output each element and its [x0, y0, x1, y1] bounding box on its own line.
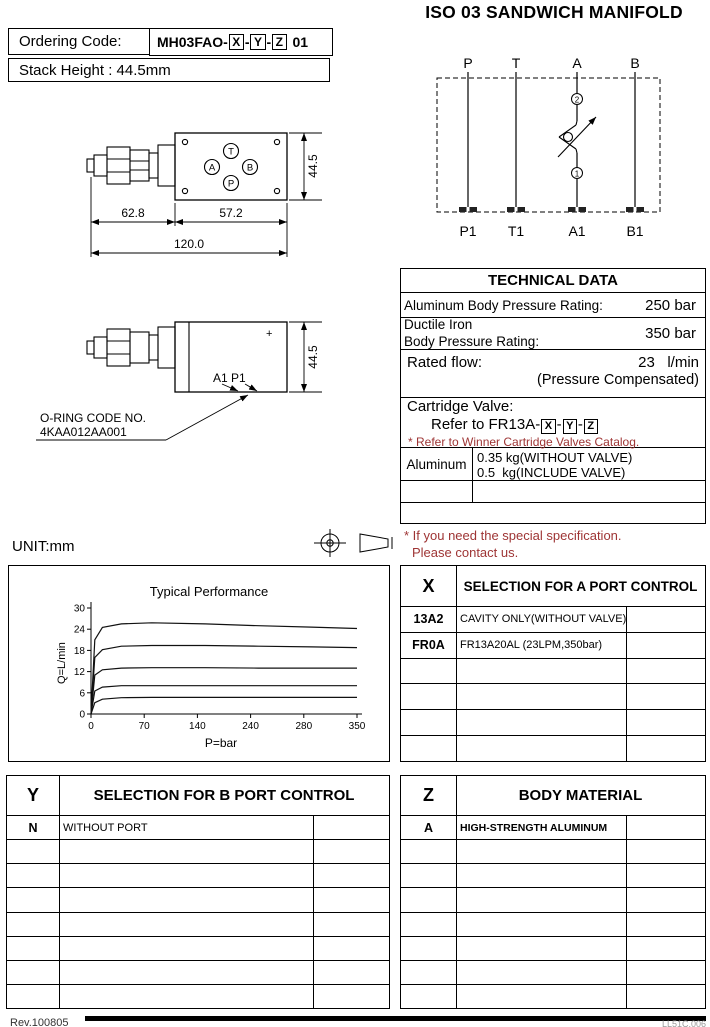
y-tick-label: 24	[73, 624, 85, 636]
schematic-label-a: A	[572, 55, 582, 71]
unit-label: UNIT:mm	[12, 538, 75, 555]
table-row	[7, 840, 389, 864]
footer-revision: Rev.100805	[10, 1017, 69, 1027]
z-row-desc	[456, 913, 705, 936]
projection-symbol-icon	[314, 529, 346, 557]
aluminum-pressure-row	[401, 293, 705, 318]
y-row-code	[7, 985, 59, 1008]
x-tick-label: 280	[295, 721, 313, 732]
technical-data-title: TECHNICAL DATA	[401, 269, 705, 293]
y-row-desc	[59, 864, 389, 887]
weight-row	[401, 448, 705, 481]
z-table-divider-2	[626, 816, 627, 1008]
x-selection-table	[400, 565, 706, 762]
top-view-drawing	[87, 133, 287, 200]
z-row-code	[401, 840, 456, 863]
weight-empty-cell	[401, 481, 473, 502]
side-view-drawing	[87, 322, 287, 392]
dim-120-0: 120.0	[173, 237, 205, 251]
table-row	[7, 816, 389, 840]
table-row	[401, 888, 705, 912]
a1-p1-label: A1 P1	[213, 371, 246, 385]
table-row	[401, 840, 705, 864]
x-table-divider-2	[626, 607, 627, 761]
weight-values	[473, 448, 705, 480]
cartridge-refer-prefix: Refer to FR13A-	[431, 415, 541, 433]
footer-doc-number: LL51C.006	[661, 1019, 706, 1027]
chart-ylabel: Q=L/min	[56, 642, 68, 684]
y-tick-label: 6	[79, 688, 85, 700]
cartridge-valve-label: Cartridge Valve:	[407, 398, 514, 415]
x-table-title: SELECTION FOR A PORT CONTROL	[463, 578, 698, 594]
schematic-label-t1: T1	[507, 223, 525, 239]
y-row-code	[7, 888, 59, 911]
cartridge-x-box: X	[541, 419, 555, 434]
dash: -	[577, 415, 583, 433]
x-table-code-header: X	[422, 575, 435, 596]
x-row-code	[401, 710, 456, 735]
x-row-desc	[456, 659, 705, 684]
schematic-label-p: P	[463, 55, 473, 71]
x-table-divider-1	[456, 566, 457, 761]
footer-rule	[85, 1016, 706, 1021]
y-row-code	[7, 961, 59, 984]
ordering-code-label: Ordering Code:	[19, 33, 122, 50]
z-row-code	[401, 937, 456, 960]
schematic-flow-lines	[468, 72, 635, 207]
z-row-code	[401, 888, 456, 911]
x-tick-label: 240	[242, 721, 259, 732]
table-row	[401, 913, 705, 937]
port-p-label: P	[227, 178, 235, 190]
z-row-desc	[456, 840, 705, 863]
table-row	[401, 864, 705, 888]
flow-control-valve-symbol	[558, 117, 596, 157]
chart-xlabel: P=bar	[204, 736, 238, 750]
code-x-box: X	[229, 34, 244, 50]
oring-code-label: O-RING CODE NO.	[40, 411, 147, 425]
z-row-desc	[456, 888, 705, 911]
dash: -	[266, 33, 272, 50]
x-row-desc: CAVITY ONLY(WITHOUT VALVE)	[460, 613, 627, 626]
cartridge-catalog-note: * Refer to Winner Cartridge Valves Catalog.	[408, 434, 640, 449]
schematic-bottom-labels	[459, 223, 643, 239]
oring-code-value: 4KAA012AA001	[40, 425, 127, 439]
x-row-code	[401, 684, 456, 709]
dash: -	[556, 415, 562, 433]
z-row-desc	[456, 937, 705, 960]
port-t-label: T	[228, 146, 234, 158]
weight-material: Aluminum	[401, 448, 473, 480]
weight-empty-row	[401, 481, 705, 503]
chart-series-flow-5lpm	[91, 697, 357, 714]
cone-symbol-icon	[360, 534, 392, 552]
x-row-desc	[456, 684, 705, 709]
schematic-label-a1: A1	[568, 223, 586, 239]
rated-flow-row	[401, 350, 705, 398]
valve-top-number: 2	[574, 95, 580, 105]
table-row	[7, 985, 389, 1008]
ductile-pressure-row	[401, 318, 705, 350]
performance-chart	[9, 566, 389, 761]
y-row-code	[7, 840, 59, 863]
z-table-title: BODY MATERIAL	[518, 787, 643, 804]
rated-flow-label: Rated flow:	[407, 354, 483, 371]
table-row	[401, 710, 705, 736]
cartridge-z-box: Z	[584, 419, 598, 434]
y-row-desc	[59, 840, 389, 863]
x-row-desc	[456, 710, 705, 735]
plus-mark: +	[266, 328, 273, 340]
x-table-header	[401, 566, 705, 607]
side-view-labels	[213, 328, 272, 385]
y-row-code	[7, 864, 59, 887]
aluminum-pressure-value: 250 bar	[645, 296, 696, 314]
schematic-label-b: B	[630, 55, 640, 71]
hydraulic-schematic	[400, 55, 706, 267]
z-row-desc	[456, 985, 705, 1008]
table-row	[401, 684, 705, 710]
dim-44-5-top: 44.5	[306, 154, 320, 178]
table-row	[7, 864, 389, 888]
y-table-divider-2	[313, 816, 314, 1008]
z-table-header	[401, 776, 705, 816]
y-row-desc	[59, 985, 389, 1008]
y-tick-label: 18	[73, 645, 85, 657]
y-row-desc	[59, 913, 389, 936]
y-tick-label: 0	[79, 709, 85, 721]
z-table-divider-1	[456, 776, 457, 1008]
y-table-header	[7, 776, 389, 816]
y-row-code	[7, 913, 59, 936]
oring-note	[40, 411, 146, 439]
rated-flow-value: 23 l/min	[638, 354, 699, 371]
y-tick-label: 12	[73, 667, 85, 679]
port-b-label: B	[246, 162, 254, 174]
ductile-pressure-value: 350 bar	[645, 325, 696, 342]
z-row-code: A	[423, 820, 434, 835]
chart-series-flow-13lpm	[91, 668, 357, 714]
table-row	[7, 913, 389, 937]
x-tick-label: 0	[88, 721, 94, 732]
page-title: ISO 03 SANDWICH MANIFOLD	[425, 2, 683, 22]
port-symbols	[459, 207, 644, 212]
schematic-label-p1: P1	[459, 223, 477, 239]
z-row-code	[401, 961, 456, 984]
cartridge-y-box: Y	[563, 419, 577, 434]
z-row-code	[401, 864, 456, 887]
y-selection-table	[6, 775, 390, 1009]
y-row-desc	[59, 937, 389, 960]
x-row-code: 13A2	[413, 612, 444, 627]
code-suffix: 01	[292, 33, 309, 50]
chart-title: Typical Performance	[149, 584, 269, 599]
ductile-label-line2: Body Pressure Rating:	[404, 333, 540, 349]
y-row-desc	[59, 961, 389, 984]
y-row-code	[7, 937, 59, 960]
code-z-box: Z	[272, 34, 286, 50]
table-row	[7, 888, 389, 912]
weight-without-valve: 0.35 kg(WITHOUT VALVE)	[477, 450, 633, 465]
z-row-code	[401, 913, 456, 936]
z-row-code	[401, 985, 456, 1008]
y-tick-label: 30	[73, 603, 85, 615]
chart-series-flow-19lpm	[91, 646, 357, 715]
y-table-divider-1	[59, 776, 60, 1008]
ordering-code-value-box	[149, 28, 333, 56]
pressure-compensated-note: (Pressure Compensated)	[537, 372, 699, 388]
technical-drawings	[8, 85, 403, 563]
z-table-code-header: Z	[423, 785, 434, 805]
manifold-boundary	[437, 78, 660, 212]
table-row	[401, 937, 705, 961]
stack-height-label: Stack Height : 44.5mm	[19, 61, 171, 79]
code-prefix: MH03FAO-	[157, 33, 228, 50]
ductile-label-line1: Ductile Iron	[404, 317, 473, 333]
schematic-top-labels	[463, 55, 639, 71]
table-row	[401, 736, 705, 761]
x-row-desc	[456, 736, 705, 761]
table-row	[7, 961, 389, 985]
z-body-material-table	[400, 775, 706, 1009]
y-row-desc: WITHOUT PORT	[63, 821, 148, 834]
ductile-pressure-label	[404, 317, 539, 349]
dash: -	[244, 33, 250, 50]
port-a-label: A	[208, 162, 216, 174]
y-row-code: N	[28, 820, 38, 835]
z-row-desc: HIGH-STRENGTH ALUMINUM	[460, 821, 608, 834]
schematic-label-t: T	[511, 55, 521, 71]
special-note-line2: Please contact us.	[412, 544, 519, 560]
cartridge-refer	[407, 416, 701, 434]
performance-chart-box	[8, 565, 390, 762]
special-note-line1: * If you need the special specification.	[404, 528, 622, 543]
aluminum-pressure-label: Aluminum Body Pressure Rating:	[404, 297, 603, 313]
z-row-desc	[456, 864, 705, 887]
top-view-port-labels	[209, 147, 253, 190]
table-row	[7, 937, 389, 961]
y-table-title: SELECTION FOR B PORT CONTROL	[93, 787, 355, 804]
x-tick-label: 350	[348, 721, 366, 732]
x-row-code: FR0A	[412, 638, 445, 653]
table-row	[401, 961, 705, 985]
dim-44-5-side: 44.5	[306, 345, 320, 369]
y-table-code-header: Y	[26, 785, 39, 805]
z-row-desc	[456, 961, 705, 984]
technical-data-box	[400, 268, 706, 524]
top-view-dim-labels	[121, 154, 320, 251]
dim-62-8: 62.8	[121, 206, 145, 220]
chart-series-flow-8lpm	[91, 686, 357, 714]
code-y-box: Y	[250, 34, 265, 50]
y-row-desc	[59, 888, 389, 911]
dim-57-2: 57.2	[219, 206, 243, 220]
x-row-desc: FR13A20AL (23LPM,350bar)	[460, 639, 603, 652]
stack-height-box	[8, 58, 330, 82]
valve-bottom-number: 1	[574, 169, 580, 179]
schematic-label-b1: B1	[626, 223, 644, 239]
table-row	[401, 607, 705, 633]
table-row	[401, 633, 705, 659]
special-note	[404, 528, 622, 562]
table-row	[401, 659, 705, 685]
x-row-code	[401, 736, 456, 761]
table-row	[401, 985, 705, 1008]
x-row-code	[401, 659, 456, 684]
ordering-code-box	[8, 28, 330, 55]
x-tick-label: 70	[138, 721, 150, 732]
weight-include-valve: 0.5 kg(INCLUDE VALVE)	[477, 465, 626, 481]
cartridge-valve-row	[401, 398, 705, 448]
x-tick-label: 140	[189, 721, 206, 732]
table-row	[401, 816, 705, 840]
